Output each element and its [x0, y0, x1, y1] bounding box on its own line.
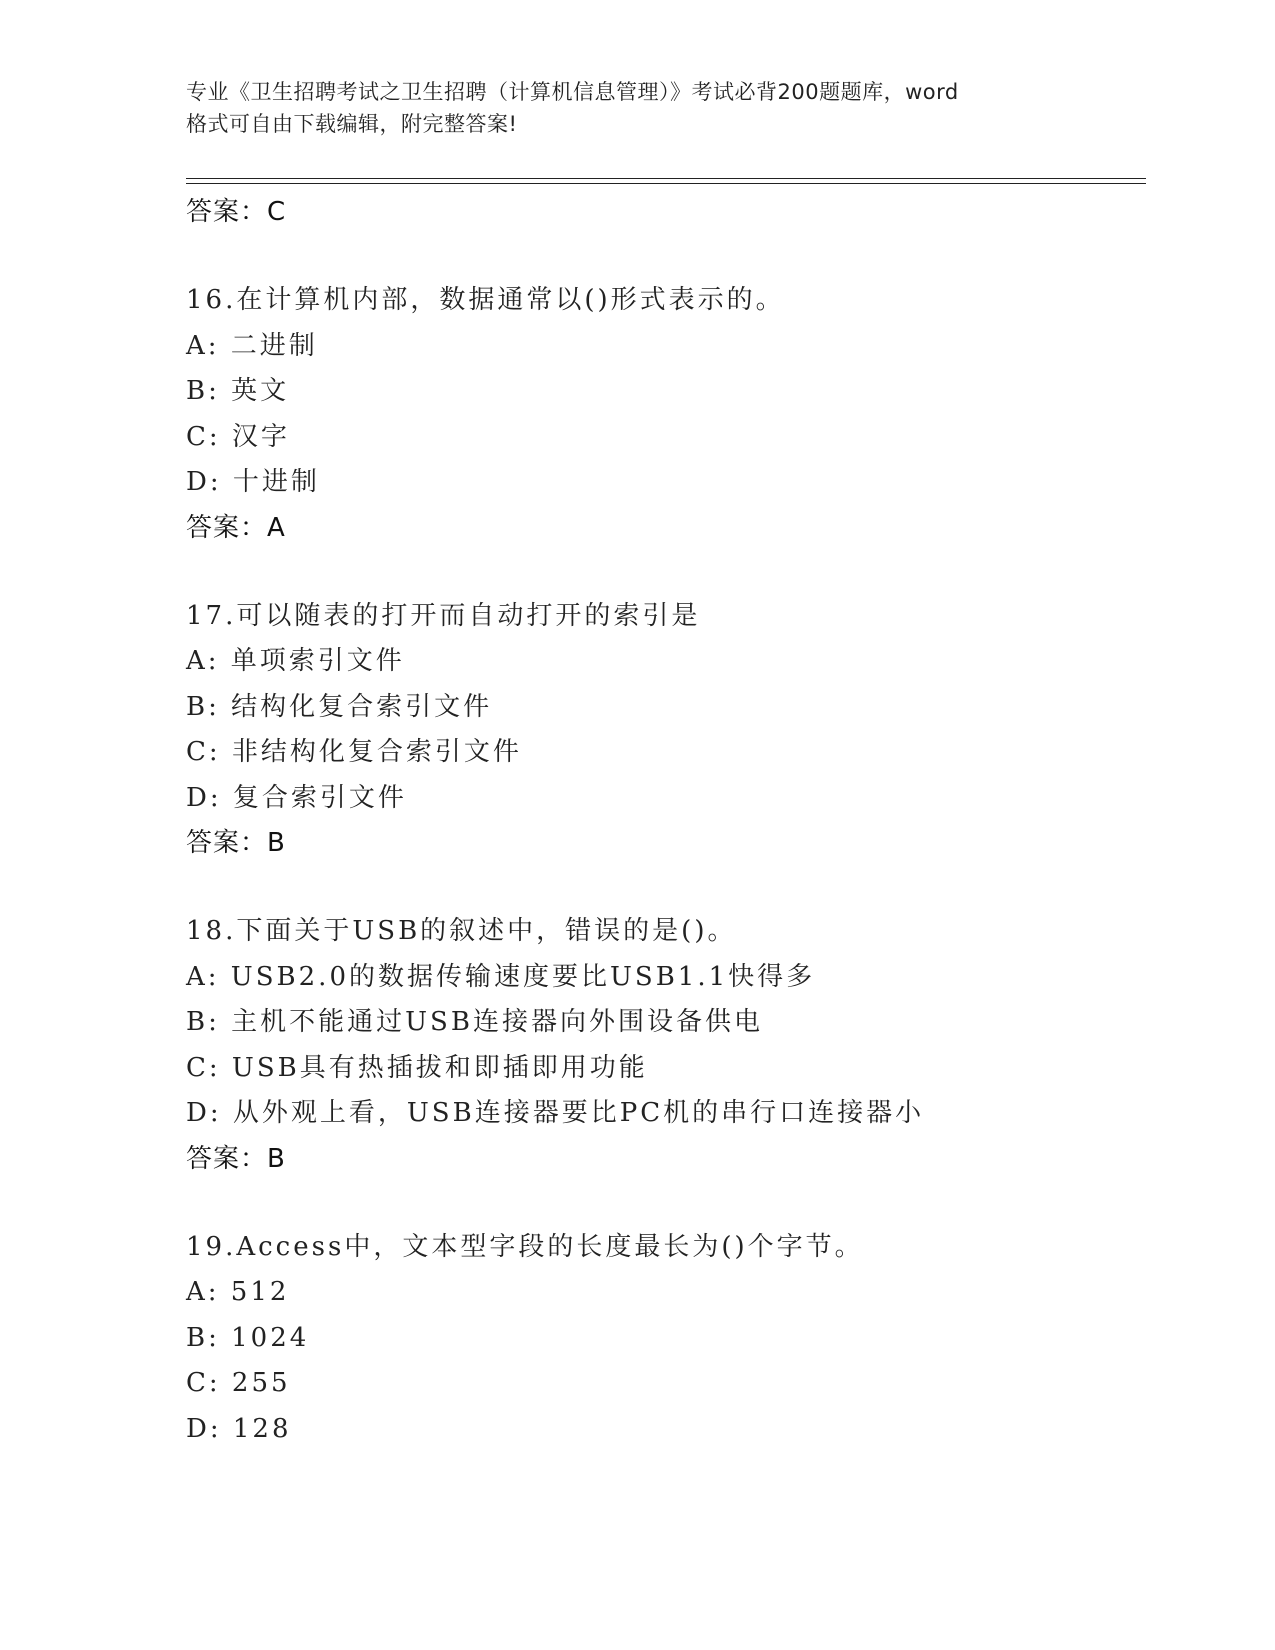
- document-header: [186, 76, 1086, 140]
- option-b: B: 结构化复合索引文件: [186, 691, 493, 722]
- option-c: C: 汉字: [186, 421, 290, 452]
- header-line-2: 格式可自由下载编辑，附完整答案!: [186, 112, 518, 136]
- option-d: D: 十进制: [186, 467, 320, 497]
- option-c: C: USB具有热插拔和即插即用功能: [186, 1052, 648, 1083]
- option-a: A: USB2.0的数据传输速度要比USB1.1快得多: [186, 961, 816, 992]
- option-a: A: 512: [186, 1277, 290, 1307]
- option-a: A: 二进制: [186, 330, 318, 361]
- option-d: D: 从外观上看，USB连接器要比PC机的串行口连接器小: [186, 1098, 925, 1128]
- header-line-1: 专业《卫生招聘考试之卫生招聘（计算机信息管理）》考试必背200题题库，word: [186, 80, 959, 104]
- answer: 答案：A: [186, 512, 286, 543]
- previous-answer: 答案：C: [186, 197, 287, 227]
- document-body: [186, 190, 1186, 1452]
- option-d: D: 复合索引文件: [186, 782, 407, 813]
- option-c: C: 非结构化复合索引文件: [186, 737, 522, 767]
- header-divider-bottom: [186, 183, 1146, 184]
- question-stem: 18.下面关于USB的叙述中，错误的是()。: [186, 916, 737, 946]
- option-a: A: 单项索引文件: [186, 646, 405, 676]
- question-stem: 17.可以随表的打开而自动打开的索引是: [186, 600, 701, 631]
- answer: 答案：B: [186, 1143, 286, 1174]
- question-stem: 16.在计算机内部，数据通常以()形式表示的。: [186, 285, 785, 315]
- option-d: D: 128: [186, 1413, 292, 1444]
- option-c: C: 255: [186, 1368, 291, 1398]
- question-16: [186, 278, 1186, 550]
- option-b: B: 1024: [186, 1322, 310, 1353]
- answer: 答案：B: [186, 828, 286, 858]
- question-19: [186, 1225, 1186, 1453]
- question-stem: 19.Access中，文本型字段的长度最长为()个字节。: [186, 1231, 864, 1262]
- option-b: B: 英文: [186, 376, 290, 406]
- header-divider-top: [186, 178, 1146, 179]
- question-18: [186, 909, 1186, 1181]
- option-b: B: 主机不能通过USB连接器向外围设备供电: [186, 1007, 763, 1037]
- question-17: [186, 594, 1186, 866]
